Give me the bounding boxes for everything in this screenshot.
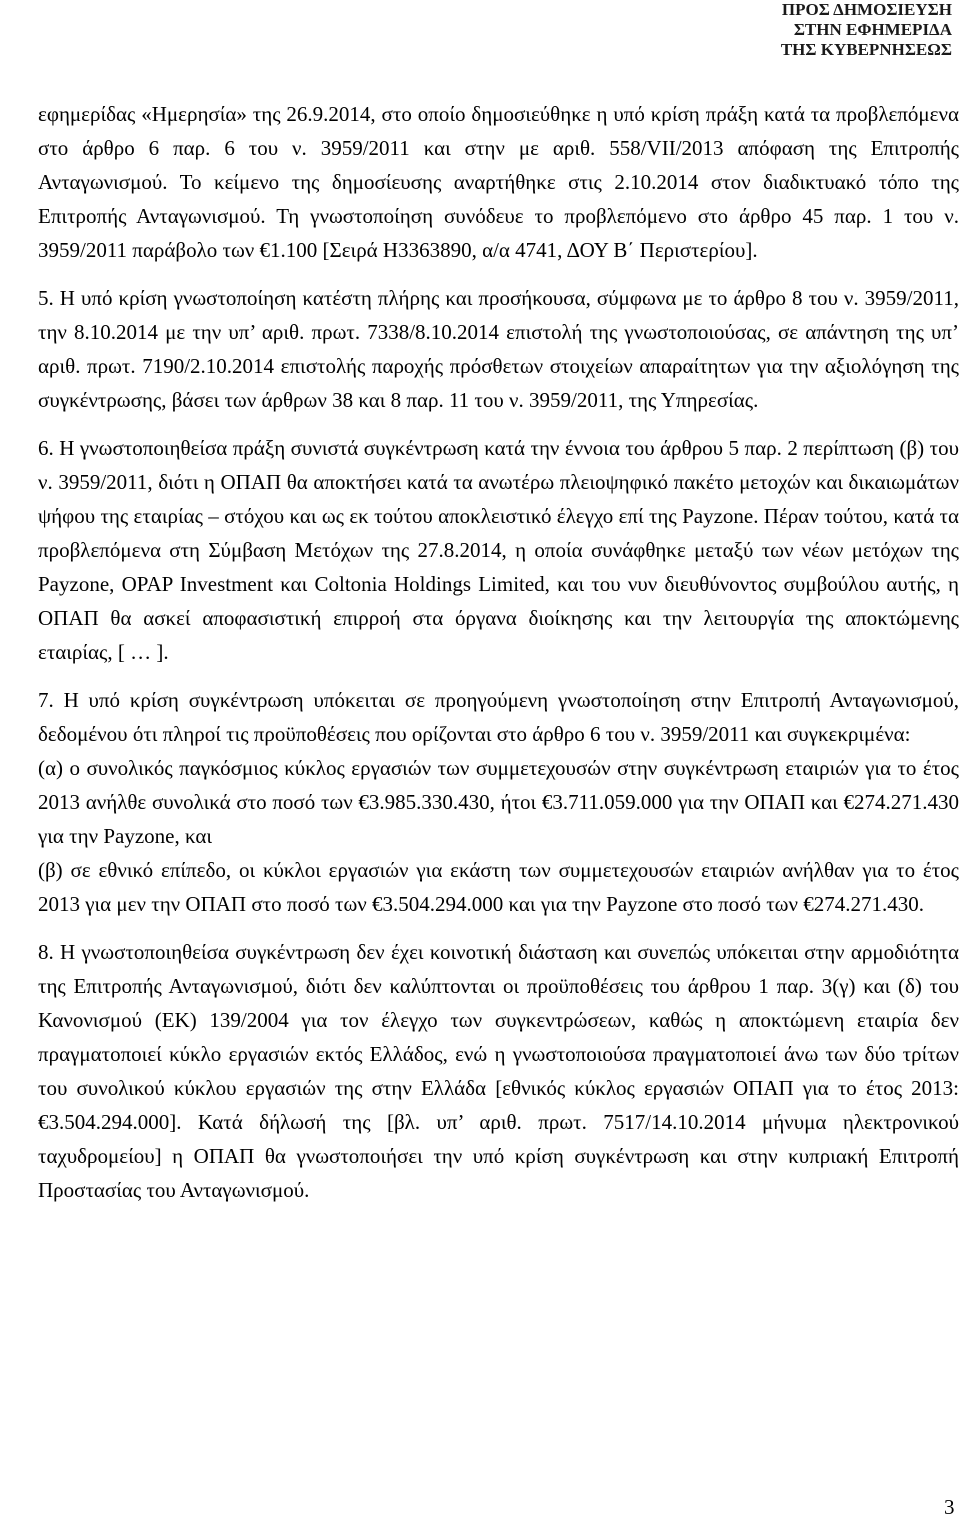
paragraph-6: 6. Η γνωστοποιηθείσα πράξη συνιστά συγκέντρωση κατά την έννοια του άρθρου 5 παρ. 2 περίπτωση (β) του ν. 3959/2011, διότι η ΟΠΑΠ θα αποκτήσει κατά τα ανωτέρω πλειοψηφικό πακέτο μετοχών και δικαιωμάτων ψήφου της εταιρίας – στόχου και ως εκ τούτου αποκλειστικό έλεγχο επί της Payzone. Πέραν τούτου, κατά τα προβλεπόμενα στη Σύμβαση Μετόχων της 27.8.2014, η οποία συνάφθηκε μεταξύ των νέων μετόχων της Payzone, OPAP Investment και Coltonia Holdings Limited, και του νυν διευθύνοντος συμβούλου αυτής, η ΟΠΑΠ θα ασκεί αποφασιστική επιρροή στα όργανα διοίκησης και την λειτουργία της αποκτώμενης εταιρίας, [ … ]. xyxy=(38,436,959,664)
paragraph-8: 8. Η γνωστοποιηθείσα συγκέντρωση δεν έχει κοινοτική διάσταση και συνεπώς υπόκειται στην αρμοδιότητα της Επιτροπής Ανταγωνισμού, διότι δεν καλύπτονται οι προϋποθέσεις του άρθρου 1 παρ. 3(γ) και (δ) του Κανονισμού (ΕΚ) 139/2004 για τον έλεγχο των συγκεντρώσεων, καθώς η αποκτώμενη εταιρία δεν πραγματοποιεί κύκλο εργασιών εκτός Ελλάδος, ενώ η γνωστοποιούσα πραγματοποιεί άνω των δύο τρίτων του συνολικού κύκλου εργασιών της στην Ελλάδα [εθνικός κύκλος εργασιών ΟΠΑΠ για το έτος 2013: €3.504.294.000]. Κατά δήλωσή της [βλ. υπ’ αριθ. πρωτ. 7517/14.10.2014 μήνυμα ηλεκτρονικού ταχυδρομείου] η ΟΠΑΠ θα γνωστοποιήσει την υπό κρίση συγκέντρωση και στην κυπριακή Επιτροπή Προστασίας του Ανταγωνισμού. xyxy=(38,940,959,1202)
paragraph-7-intro: 7. Η υπό κρίση συγκέντρωση υπόκειται σε προηγούμενη γνωστοποίηση στην Επιτροπή Ανταγωνισμού, δεδομένου ότι πληροί τις προϋποθέσεις που ορίζονται στο άρθρο 6 του ν. 3959/2011 και συγκεκριμένα: xyxy=(38,688,959,746)
paragraph-7-item-b: (β) σε εθνικό επίπεδο, οι κύκλοι εργασιών για εκάστη των συμμετεχουσών εταιριών ανήλθαν για το έτος 2013 για μεν την ΟΠΑΠ στο ποσό των €3.504.294.000 και για την Payzone στο ποσό των €274.271.430. xyxy=(38,858,959,916)
continued-paragraph: εφημερίδας «Ημερησία» της 26.9.2014, στο οποίο δημοσιεύθηκε η υπό κρίση πράξη κατά τα προβλεπόμενα στο άρθρο 6 παρ. 6 του ν. 3959/2011 και στην με αριθ. 558/VII/2013 απόφαση της Επιτροπής Ανταγωνισμού. Το κείμενο της δημοσίευσης αναρτήθηκε στις 2.10.2014 στον διαδικτυακό τόπο της Επιτροπής Ανταγωνισμού. Τη γνωστοποίηση συνόδευε το προβλεπόμενο στο άρθρο 45 παρ. 1 του ν. 3959/2011 παράβολο των €1.100 [Σειρά Η3363890, α/α 4741, ΔΟΥ Β΄ Περιστερίου]. xyxy=(38,102,959,262)
paragraph-7-item-a: (α) ο συνολικός παγκόσμιος κύκλος εργασιών των συμμετεχουσών στην συγκέντρωση εταιριών για το έτος 2013 ανήλθε συνολικά στο ποσό των €3.985.330.430, ήτοι €3.711.059.000 για την ΟΠΑΠ και €274.271.430 για την Payzone, και xyxy=(38,756,959,848)
publication-stamp xyxy=(712,0,952,60)
publication-stamp-line-3: ΤΗΣ ΚΥΒΕΡΝΗΣΕΩΣ xyxy=(780,40,952,59)
publication-stamp-line-1: ΠΡΟΣ ΔΗΜΟΣΙΕΥΣΗ xyxy=(781,0,952,19)
paragraph-5: 5. Η υπό κρίση γνωστοποίηση κατέστη πλήρης και προσήκουσα, σύμφωνα με το άρθρο 8 του ν. 3959/2011, την 8.10.2014 με την υπ’ αριθ. πρωτ. 7338/8.10.2014 επιστολή της γνωστοποιούσας, σε απάντηση της υπ’ αριθ. πρωτ. 7190/2.10.2014 επιστολής παροχής πρόσθετων στοιχείων απαραίτητων για την αξιολόγηση της συγκέντρωσης, βάσει των άρθρων 38 και 8 παρ. 11 του ν. 3959/2011, της Υπηρεσίας. xyxy=(38,286,959,412)
page-number: 3 xyxy=(944,1495,955,1519)
document-body xyxy=(38,97,959,1221)
publication-stamp-line-2: ΣΤΗΝ ΕΦΗΜΕΡΙΔΑ xyxy=(793,20,952,39)
